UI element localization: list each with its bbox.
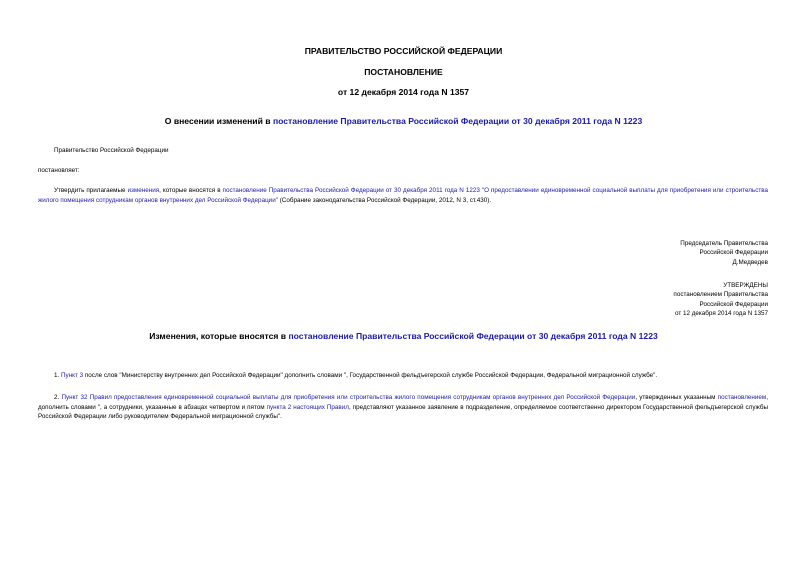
- approval-line-2: постановлением Правительства: [673, 291, 768, 299]
- government-heading: ПРАВИТЕЛЬСТВО РОССИЙСКОЙ ФЕДЕРАЦИИ: [304, 46, 503, 56]
- approval-title: УТВЕРЖДЕНЫ: [723, 282, 768, 289]
- signature-name: Д.Медведев: [732, 258, 768, 266]
- signature-position: Председатель Правительства: [680, 240, 768, 247]
- para1-text-1: Утвердить прилагаемые: [54, 187, 128, 194]
- item1-text: после слов "Министерству внутренних дел Российской Федерации" дополнить словами ", Государственной фельдъегерской службе Российской Федерации, Федеральной миграционной службе".: [83, 372, 658, 379]
- item2-text-3: , представляют указанное заявление в подразделение, определяемое соответственно директором Государственной фельдъегерской службы Российской Федерации либо руководителем Федеральной миграционной службы".: [38, 403, 768, 421]
- changes-title: [0, 331, 807, 341]
- document-date-number: от 12 декабря 2014 года N 1357: [337, 87, 470, 97]
- item1-clause-link[interactable]: Пункт 3: [61, 372, 84, 379]
- item2-number: 2.: [54, 394, 62, 401]
- change-item-1: [38, 371, 768, 381]
- item2-clause-link[interactable]: пункта 2 настоящих Правил: [266, 403, 349, 411]
- approval-line-4: от 12 декабря 2014 года N 1357: [674, 309, 768, 317]
- change-item-2: [38, 393, 768, 422]
- signature-country: Российской Федерации: [699, 249, 768, 257]
- item2-decree-link[interactable]: постановлением: [717, 394, 767, 401]
- item2-rules-link[interactable]: Пункт 32 Правил предоставления единовременной социальной выплаты для приобретения или строительства жилого помещения сотрудникам органов внутренних дел Российской Федерации: [61, 394, 636, 401]
- item2-text-1: , утвержденных указанным: [635, 394, 718, 401]
- changes-title-prefix: Изменения, которые вносятся в: [149, 331, 289, 341]
- decides-line: постановляет:: [38, 167, 80, 174]
- approval-block: [673, 281, 768, 318]
- document-title: [0, 116, 807, 126]
- item1-number: 1.: [54, 372, 62, 379]
- para1-text-2: , которые вносятся в: [159, 187, 223, 194]
- changes-title-decree-link[interactable]: постановление Правительства Российской Федерации от 30 декабря 2011 года N 1223: [288, 331, 658, 341]
- document-type: ПОСТАНОВЛЕНИЕ: [364, 67, 443, 77]
- amended-decree-link[interactable]: постановление Правительства Российской Федерации от 30 декабря 2011 года N 1223 "О предоставлении единовременной социальной выплаты для приобретения или строительства жилого помещения сотрудникам органов внутренних дел Российской Федерации": [38, 187, 768, 204]
- approval-line-3: Российской Федерации: [699, 300, 768, 308]
- signature-block: [680, 239, 768, 267]
- changes-link[interactable]: изменения: [127, 187, 160, 194]
- government-line: Правительство Российской Федерации: [54, 147, 169, 154]
- para1-text-3: (Собрание законодательства Российской Федерации, 2012, N 3, ст.430).: [277, 196, 492, 204]
- resolution-paragraph: [38, 186, 768, 205]
- title-prefix: О внесении изменений в: [164, 116, 273, 126]
- item2-text-2: , дополнить словами ", а сотрудники, указанные в абзацах четвертом и пятом: [38, 394, 768, 411]
- title-amended-decree-link[interactable]: постановление Правительства Российской Федерации от 30 декабря 2011 года N 1223: [272, 116, 643, 126]
